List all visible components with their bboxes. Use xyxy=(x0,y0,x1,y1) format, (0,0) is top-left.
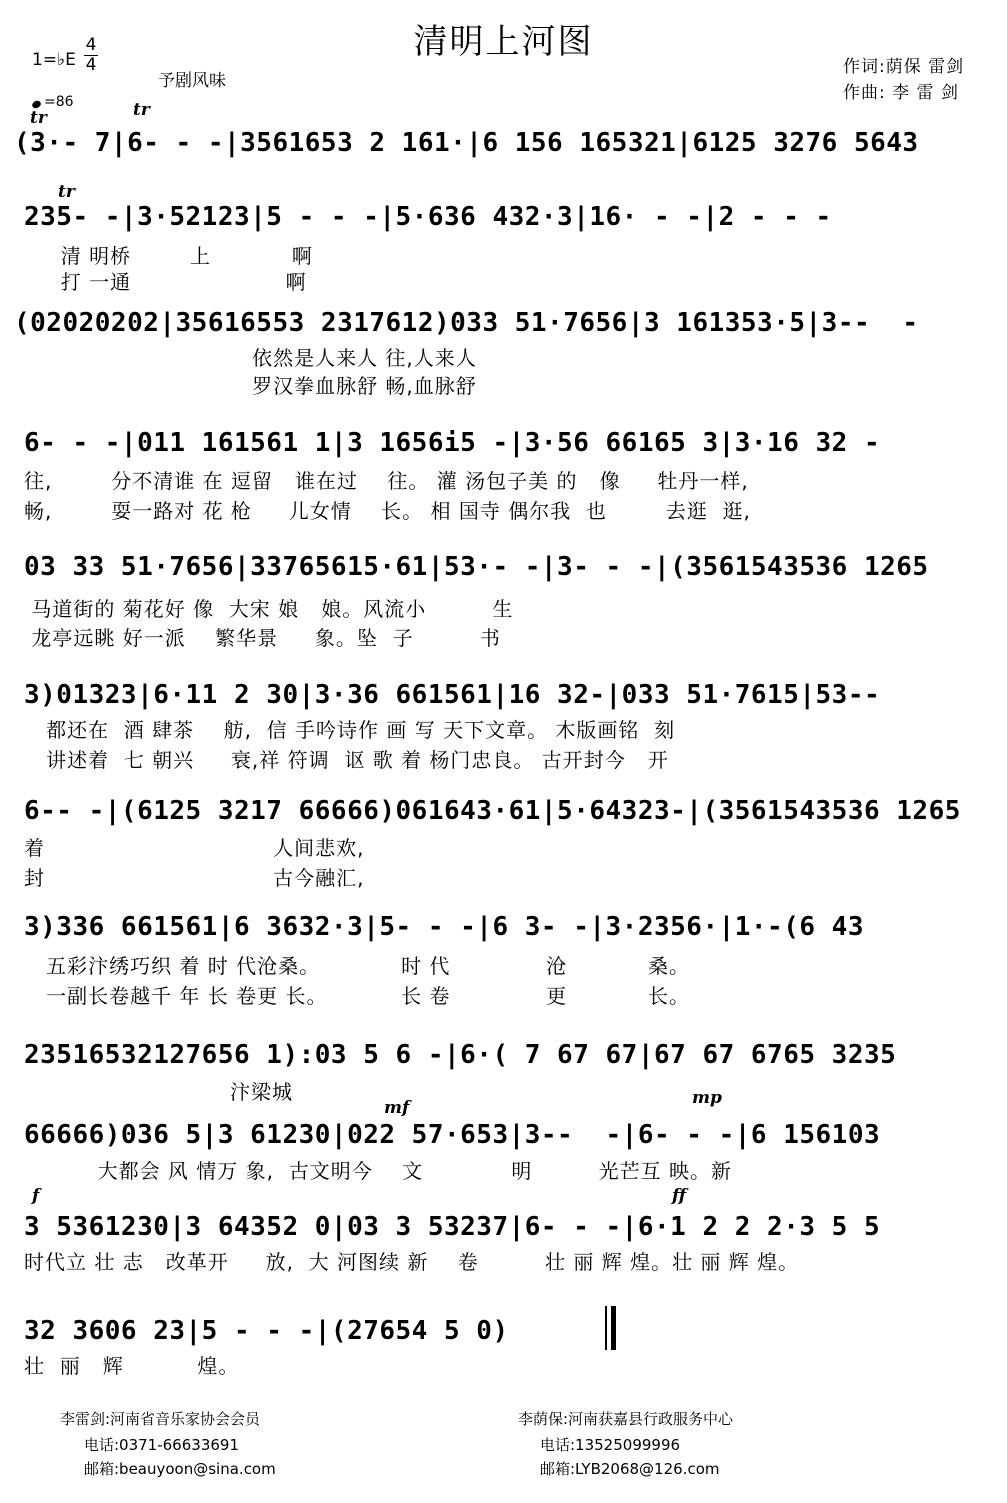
notation-row: (3·- 7|6- - -|3561653 2 161·|6 156 165321|6125 3276 5643 xyxy=(14,128,919,158)
footer-right-email: 邮箱:LYB2068@126.com xyxy=(540,1460,720,1478)
footer-right-phone: 电话:13525099996 xyxy=(540,1436,681,1454)
lyric-line: 依然是人来人 往,人来人 xyxy=(24,346,477,370)
time-signature xyxy=(84,36,98,75)
lyric-line: 罗汉拳血脉舒 畅,血脉舒 xyxy=(24,374,477,398)
time-signature-bottom: 4 xyxy=(85,55,97,75)
dynamic-mp: mp xyxy=(692,1088,722,1108)
lyric-line: 往, 分不清谁 在 逗留 谁在过 往。 灌 汤包子美 的 像 牡丹一样, xyxy=(24,469,749,493)
lyric-line: 大都会 风 情万 象, 古文明今 文 明 光芒互 映。新 xyxy=(24,1159,733,1183)
lyric-line: 五彩汴绣巧织 着 时 代沧桑。 时 代 沧 桑。 xyxy=(24,954,691,978)
notation-row: 23516532127656 1):03 5 6 -|6·( 7 67 67|67 67 6765 3235 xyxy=(24,1040,897,1070)
tempo-value: =86 xyxy=(44,94,74,110)
notation-row: 3 5361230|3 64352 0|03 3 53237|6- - -|6·1 2 2 2·3 5 5 xyxy=(24,1212,881,1242)
key-signature: 1=♭E xyxy=(32,50,76,70)
trill-mark: tr xyxy=(58,182,75,202)
time-signature-top: 4 xyxy=(85,35,97,55)
lyric-line: 壮 丽 辉 煌。 xyxy=(24,1354,240,1378)
footer-left-email: 邮箱:beauyoon@sina.com xyxy=(84,1460,276,1478)
notation-row: 6-- -|(6125 3217 66666)061643·61|5·64323-|(3561543536 1265 xyxy=(24,796,961,826)
lyric-line: 马道街的 菊花好 像 大宋 娘 娘。风流小 生 xyxy=(24,597,514,621)
footer-right-name: 李荫保:河南获嘉县行政服务中心 xyxy=(518,1410,734,1428)
lyric-line: 龙亭远眺 好一派 繁华景 象。坠 子 书 xyxy=(24,626,501,650)
notation-row: 6- - -|011 161561 1|3 1656i5 -|3·56 66165 3|3·16 32 - xyxy=(24,428,881,458)
notation-row: 3)01323|6·11 2 30|3·36 661561|16 32-|033 51·7615|53-- xyxy=(24,680,881,710)
dynamic-mf: mf xyxy=(384,1098,410,1118)
final-barline-thin xyxy=(605,1306,607,1350)
song-title: 清明上河图 xyxy=(413,22,594,62)
dynamic-ff: ff xyxy=(672,1186,687,1206)
dynamic-f: f xyxy=(32,1186,40,1206)
notation-row: (02020202|35616553 2317612)033 51·7656|3 161353·5|3-- - xyxy=(14,308,919,338)
notation-row: 3)336 661561|6 3632·3|5- - -|6 3- -|3·2356·|1·-(6 43 xyxy=(24,912,864,942)
lyric-line: 时代立 壮 志 改革开 放, 大 河图续 新 卷 壮 丽 辉 煌。壮 丽 辉 煌。 xyxy=(24,1250,800,1274)
trill-mark: tr xyxy=(133,100,150,120)
final-barline-thick xyxy=(611,1306,616,1350)
lyric-line: 打 一通 啊 xyxy=(24,270,307,294)
lyric-line: 一副长卷越千 年 长 卷更 长。 长 卷 更 长。 xyxy=(24,984,691,1008)
lyric-line: 讲述着 七 朝兴 衰,祥 符调 讴 歌 着 杨门忠良。 古开封今 开 xyxy=(24,748,669,772)
footer-left-name: 李雷剑:河南省音乐家协会会员 xyxy=(60,1410,261,1428)
footer-left-phone: 电话:0371-66633691 xyxy=(84,1436,239,1454)
lyric-line: 都还在 酒 肆茶 舫, 信 手吟诗作 画 写 天下文章。 木版画铭 刻 xyxy=(24,718,676,742)
notation-row: 03 33 51·7656|33765615·61|53·- -|3- - -|(3561543536 1265 xyxy=(24,552,929,582)
composer-credit: 作曲: 李 雷 剑 xyxy=(843,83,959,103)
notation-row: 66666)036 5|3 61230|022 57·653|3-- -|6- - -|6 156103 xyxy=(24,1120,881,1150)
lyric-line: 封 古今融汇, xyxy=(24,866,365,890)
notation-row: 32 3606 23|5 - - -|(27654 5 0) xyxy=(24,1316,509,1346)
trill-mark: tr xyxy=(30,108,47,128)
lyric-line: 清 明桥 上 啊 xyxy=(24,244,313,268)
lyric-line: 着 人间悲欢, xyxy=(24,836,365,860)
notation-row: 235- -|3·52123|5 - - -|5·636 432·3|16· - -|2 - - - xyxy=(24,202,832,232)
lyric-line: 汴梁城 xyxy=(24,1080,294,1104)
lyricist-credit: 作词:荫保 雷剑 xyxy=(843,57,965,77)
lyric-line: 畅, 耍一路对 花 枪 儿女情 长。 相 国寺 偶尔我 也 去逛 逛, xyxy=(24,499,751,523)
style-marking: 予剧风味 xyxy=(158,71,226,91)
